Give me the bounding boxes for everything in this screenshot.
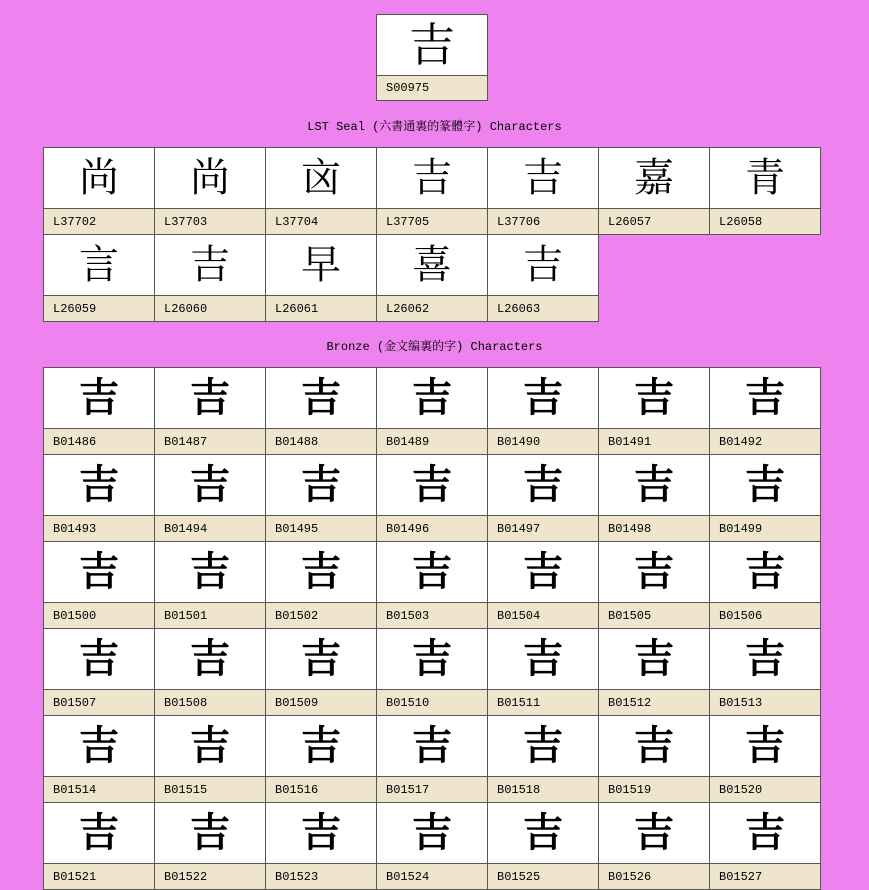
seal-character-glyph: 青 <box>710 148 820 208</box>
bronze-character-code: B01488 <box>266 428 376 454</box>
seal-character-glyph: 吉 <box>488 235 598 295</box>
bronze-character-glyph: 吉 <box>155 803 265 863</box>
bronze-character-glyph: 吉 <box>155 455 265 515</box>
bronze-character-code: B01524 <box>377 863 487 889</box>
bronze-character-glyph: 吉 <box>266 368 376 428</box>
bronze-character-glyph: 吉 <box>488 629 598 689</box>
main-character-card <box>376 14 488 101</box>
bronze-character-glyph: 吉 <box>599 455 709 515</box>
bronze-character-cell[interactable] <box>599 629 710 716</box>
bronze-character-code: B01511 <box>488 689 598 715</box>
bronze-character-code: B01503 <box>377 602 487 628</box>
bronze-character-glyph: 吉 <box>266 455 376 515</box>
seal-character-code: L37704 <box>266 208 376 234</box>
bronze-character-cell[interactable] <box>377 455 488 542</box>
seal-character-cell[interactable] <box>266 235 377 322</box>
bronze-character-cell[interactable] <box>44 542 155 629</box>
bronze-character-cell[interactable] <box>44 716 155 803</box>
bronze-section-title: Bronze (金文编裏的字) Characters <box>326 340 543 354</box>
bronze-character-code: B01523 <box>266 863 376 889</box>
bronze-character-cell[interactable] <box>266 368 377 455</box>
bronze-character-code: B01501 <box>155 602 265 628</box>
bronze-character-cell[interactable] <box>599 368 710 455</box>
bronze-character-cell[interactable] <box>710 368 821 455</box>
bronze-character-code: B01486 <box>44 428 154 454</box>
bronze-character-cell[interactable] <box>710 716 821 803</box>
seal-character-cell[interactable] <box>266 148 377 235</box>
seal-character-cell[interactable] <box>377 235 488 322</box>
bronze-character-cell[interactable] <box>266 542 377 629</box>
bronze-character-code: B01489 <box>377 428 487 454</box>
bronze-character-glyph: 吉 <box>155 629 265 689</box>
seal-character-glyph: 吉 <box>377 148 487 208</box>
bronze-character-glyph: 吉 <box>377 803 487 863</box>
bronze-character-glyph: 吉 <box>710 716 820 776</box>
bronze-character-code: B01500 <box>44 602 154 628</box>
bronze-character-code: B01497 <box>488 515 598 541</box>
bronze-character-code: B01507 <box>44 689 154 715</box>
seal-character-cell[interactable] <box>488 235 599 322</box>
bronze-character-cell[interactable] <box>710 803 821 890</box>
bronze-character-cell[interactable] <box>488 368 599 455</box>
bronze-character-glyph: 吉 <box>44 368 154 428</box>
bronze-character-code: B01513 <box>710 689 820 715</box>
bronze-character-code: B01509 <box>266 689 376 715</box>
seal-character-code: L37706 <box>488 208 598 234</box>
seal-character-glyph: 吉 <box>488 148 598 208</box>
seal-character-code: L26059 <box>44 295 154 321</box>
seal-character-cell[interactable] <box>155 235 266 322</box>
seal-character-glyph: 嘉 <box>599 148 709 208</box>
bronze-character-cell[interactable] <box>266 455 377 542</box>
bronze-character-grid <box>43 367 821 890</box>
bronze-character-code: B01520 <box>710 776 820 802</box>
bronze-character-glyph: 吉 <box>377 629 487 689</box>
bronze-character-glyph: 吉 <box>44 803 154 863</box>
bronze-character-code: B01498 <box>599 515 709 541</box>
bronze-character-cell[interactable] <box>155 542 266 629</box>
bronze-character-code: B01519 <box>599 776 709 802</box>
bronze-character-cell[interactable] <box>44 803 155 890</box>
bronze-character-code: B01521 <box>44 863 154 889</box>
bronze-character-cell[interactable] <box>266 716 377 803</box>
bronze-character-code: B01506 <box>710 602 820 628</box>
bronze-character-cell[interactable] <box>377 803 488 890</box>
bronze-character-glyph: 吉 <box>599 368 709 428</box>
bronze-character-glyph: 吉 <box>710 629 820 689</box>
bronze-character-cell[interactable] <box>155 629 266 716</box>
bronze-character-code: B01522 <box>155 863 265 889</box>
bronze-character-cell[interactable] <box>377 542 488 629</box>
bronze-character-code: B01493 <box>44 515 154 541</box>
bronze-character-cell[interactable] <box>377 368 488 455</box>
bronze-character-cell[interactable] <box>377 716 488 803</box>
bronze-character-glyph: 吉 <box>488 455 598 515</box>
seal-character-glyph: 喜 <box>377 235 487 295</box>
bronze-character-glyph: 吉 <box>44 629 154 689</box>
bronze-character-code: B01505 <box>599 602 709 628</box>
bronze-character-glyph: 吉 <box>266 629 376 689</box>
seal-section-title: LST Seal (六書通裏的篆體字) Characters <box>307 120 562 134</box>
seal-character-cell[interactable] <box>44 235 155 322</box>
seal-character-code: L37705 <box>377 208 487 234</box>
bronze-character-glyph: 吉 <box>266 542 376 602</box>
seal-character-glyph: 早 <box>266 235 376 295</box>
bronze-character-code: B01491 <box>599 428 709 454</box>
bronze-character-glyph: 吉 <box>155 716 265 776</box>
bronze-character-cell[interactable] <box>488 716 599 803</box>
bronze-character-code: B01499 <box>710 515 820 541</box>
bronze-character-cell[interactable] <box>266 629 377 716</box>
bronze-character-cell[interactable] <box>599 455 710 542</box>
bronze-character-cell[interactable] <box>710 542 821 629</box>
bronze-character-code: B01502 <box>266 602 376 628</box>
main-character-glyph: 吉 <box>377 15 487 75</box>
seal-character-code: L26063 <box>488 295 598 321</box>
bronze-character-glyph: 吉 <box>599 716 709 776</box>
bronze-character-code: B01496 <box>377 515 487 541</box>
bronze-character-cell[interactable] <box>155 368 266 455</box>
bronze-character-glyph: 吉 <box>488 716 598 776</box>
bronze-character-cell[interactable] <box>155 716 266 803</box>
bronze-character-cell[interactable] <box>44 368 155 455</box>
bronze-character-code: B01494 <box>155 515 265 541</box>
seal-character-cell[interactable] <box>377 148 488 235</box>
seal-character-glyph: 吉 <box>155 235 265 295</box>
seal-character-glyph: 尚 <box>44 148 154 208</box>
bronze-character-cell[interactable] <box>599 542 710 629</box>
bronze-character-glyph: 吉 <box>377 455 487 515</box>
bronze-character-code: B01526 <box>599 863 709 889</box>
seal-character-cell[interactable] <box>599 148 710 235</box>
bronze-character-code: B01512 <box>599 689 709 715</box>
bronze-character-code: B01487 <box>155 428 265 454</box>
bronze-character-cell[interactable] <box>266 803 377 890</box>
bronze-character-code: B01510 <box>377 689 487 715</box>
bronze-character-glyph: 吉 <box>488 368 598 428</box>
bronze-character-code: B01495 <box>266 515 376 541</box>
bronze-character-cell[interactable] <box>488 542 599 629</box>
seal-character-cell[interactable] <box>155 148 266 235</box>
bronze-character-cell[interactable] <box>599 803 710 890</box>
bronze-character-cell[interactable] <box>155 455 266 542</box>
bronze-character-code: B01515 <box>155 776 265 802</box>
seal-character-code: L37703 <box>155 208 265 234</box>
bronze-character-cell[interactable] <box>377 629 488 716</box>
seal-character-code: L26061 <box>266 295 376 321</box>
bronze-character-glyph: 吉 <box>599 629 709 689</box>
bronze-character-glyph: 吉 <box>710 455 820 515</box>
bronze-character-glyph: 吉 <box>710 542 820 602</box>
bronze-character-glyph: 吉 <box>266 716 376 776</box>
bronze-character-glyph: 吉 <box>377 542 487 602</box>
bronze-character-glyph: 吉 <box>710 368 820 428</box>
bronze-character-glyph: 吉 <box>266 803 376 863</box>
bronze-character-glyph: 吉 <box>44 542 154 602</box>
bronze-character-glyph: 吉 <box>377 716 487 776</box>
bronze-character-glyph: 吉 <box>44 455 154 515</box>
seal-character-glyph: 㐫 <box>266 148 376 208</box>
bronze-character-code: B01514 <box>44 776 154 802</box>
seal-character-code: L26058 <box>710 208 820 234</box>
bronze-character-code: B01527 <box>710 863 820 889</box>
bronze-character-cell[interactable] <box>488 455 599 542</box>
bronze-character-cell[interactable] <box>44 629 155 716</box>
bronze-character-cell[interactable] <box>155 803 266 890</box>
seal-character-cell[interactable] <box>488 148 599 235</box>
bronze-character-glyph: 吉 <box>488 803 598 863</box>
bronze-character-cell[interactable] <box>488 803 599 890</box>
bronze-character-cell[interactable] <box>44 455 155 542</box>
main-character-code: S00975 <box>377 75 487 100</box>
bronze-character-code: B01525 <box>488 863 598 889</box>
bronze-character-code: B01492 <box>710 428 820 454</box>
bronze-character-code: B01516 <box>266 776 376 802</box>
bronze-character-code: B01518 <box>488 776 598 802</box>
bronze-character-cell[interactable] <box>710 629 821 716</box>
seal-character-cell[interactable] <box>710 148 821 235</box>
bronze-character-glyph: 吉 <box>599 803 709 863</box>
seal-character-code: L37702 <box>44 208 154 234</box>
bronze-character-glyph: 吉 <box>488 542 598 602</box>
bronze-character-glyph: 吉 <box>155 542 265 602</box>
bronze-character-glyph: 吉 <box>377 368 487 428</box>
bronze-character-glyph: 吉 <box>155 368 265 428</box>
seal-character-glyph: 尚 <box>155 148 265 208</box>
bronze-character-code: B01490 <box>488 428 598 454</box>
bronze-character-code: B01504 <box>488 602 598 628</box>
seal-character-cell[interactable] <box>44 148 155 235</box>
seal-character-glyph: 言 <box>44 235 154 295</box>
seal-character-code: L26060 <box>155 295 265 321</box>
seal-character-code: L26057 <box>599 208 709 234</box>
bronze-character-cell[interactable] <box>710 455 821 542</box>
bronze-character-cell[interactable] <box>488 629 599 716</box>
bronze-character-glyph: 吉 <box>44 716 154 776</box>
seal-character-code: L26062 <box>377 295 487 321</box>
seal-character-grid <box>43 147 821 322</box>
bronze-character-glyph: 吉 <box>599 542 709 602</box>
bronze-character-glyph: 吉 <box>710 803 820 863</box>
bronze-character-cell[interactable] <box>599 716 710 803</box>
bronze-character-code: B01517 <box>377 776 487 802</box>
bronze-character-code: B01508 <box>155 689 265 715</box>
